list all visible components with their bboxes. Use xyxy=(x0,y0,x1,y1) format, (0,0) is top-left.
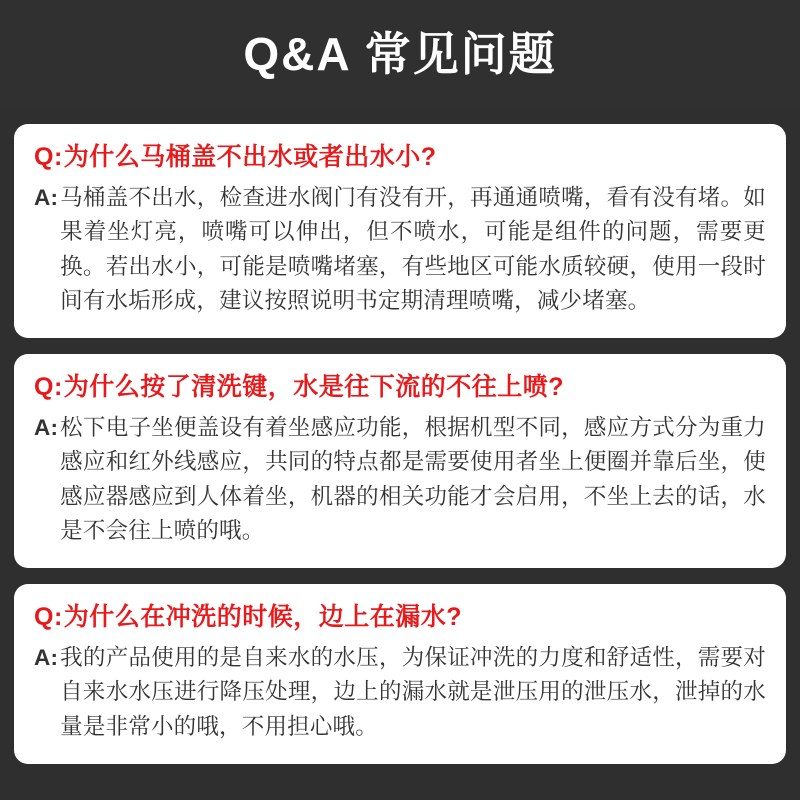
faq-answer xyxy=(34,181,766,318)
answer-prefix: A: xyxy=(34,185,59,211)
faq-answer xyxy=(34,641,766,744)
answer-text: 马桶盖不出水，检查进水阀门有没有开，再通通喷嘴，看有没有堵。如果着坐灯亮，喷嘴可以伸出，但不喷水，可能是组件的问题，需要更换。若出水小，可能是喷嘴堵塞，有些地区可能水质较硬，使用一段时间有水垢形成，建议按照说明书定期清理喷嘴，减少堵塞。 xyxy=(60,185,766,313)
answer-prefix: A: xyxy=(34,415,59,441)
faq-answer xyxy=(34,411,766,548)
page-header xyxy=(0,0,800,108)
faq-list xyxy=(0,108,800,778)
faq-question xyxy=(34,372,766,403)
page-title: Q&A 常见问题 xyxy=(243,28,557,80)
question-prefix: Q: xyxy=(34,603,63,631)
question-text: 为什么按了清洗键，水是往下流的不往上喷? xyxy=(63,373,565,401)
faq-item xyxy=(14,584,786,764)
faq-item xyxy=(14,124,786,338)
answer-text: 我的产品使用的是自来水的水压，为保证冲洗的力度和舒适性，需要对自来水水压进行降压处理，边上的漏水就是泄压用的泄压水，泄掉的水量是非常小的哦，不用担心哦。 xyxy=(60,645,766,739)
faq-question xyxy=(34,142,766,173)
question-prefix: Q: xyxy=(34,373,63,401)
faq-question xyxy=(34,602,766,633)
question-prefix: Q: xyxy=(34,143,63,171)
question-text: 为什么马桶盖不出水或者出水小? xyxy=(63,143,437,171)
faq-item xyxy=(14,354,786,568)
answer-prefix: A: xyxy=(34,645,59,671)
answer-text: 松下电子坐便盖设有着坐感应功能，根据机型不同，感应方式分为重力感应和红外线感应，共同的特点都是需要使用者坐上便圈并靠后坐，使感应器感应到人体着坐，机器的相关功能才会启用，不坐上去的话，水是不会往上喷的哦。 xyxy=(60,415,766,543)
question-text: 为什么在冲洗的时候，边上在漏水? xyxy=(63,603,463,631)
